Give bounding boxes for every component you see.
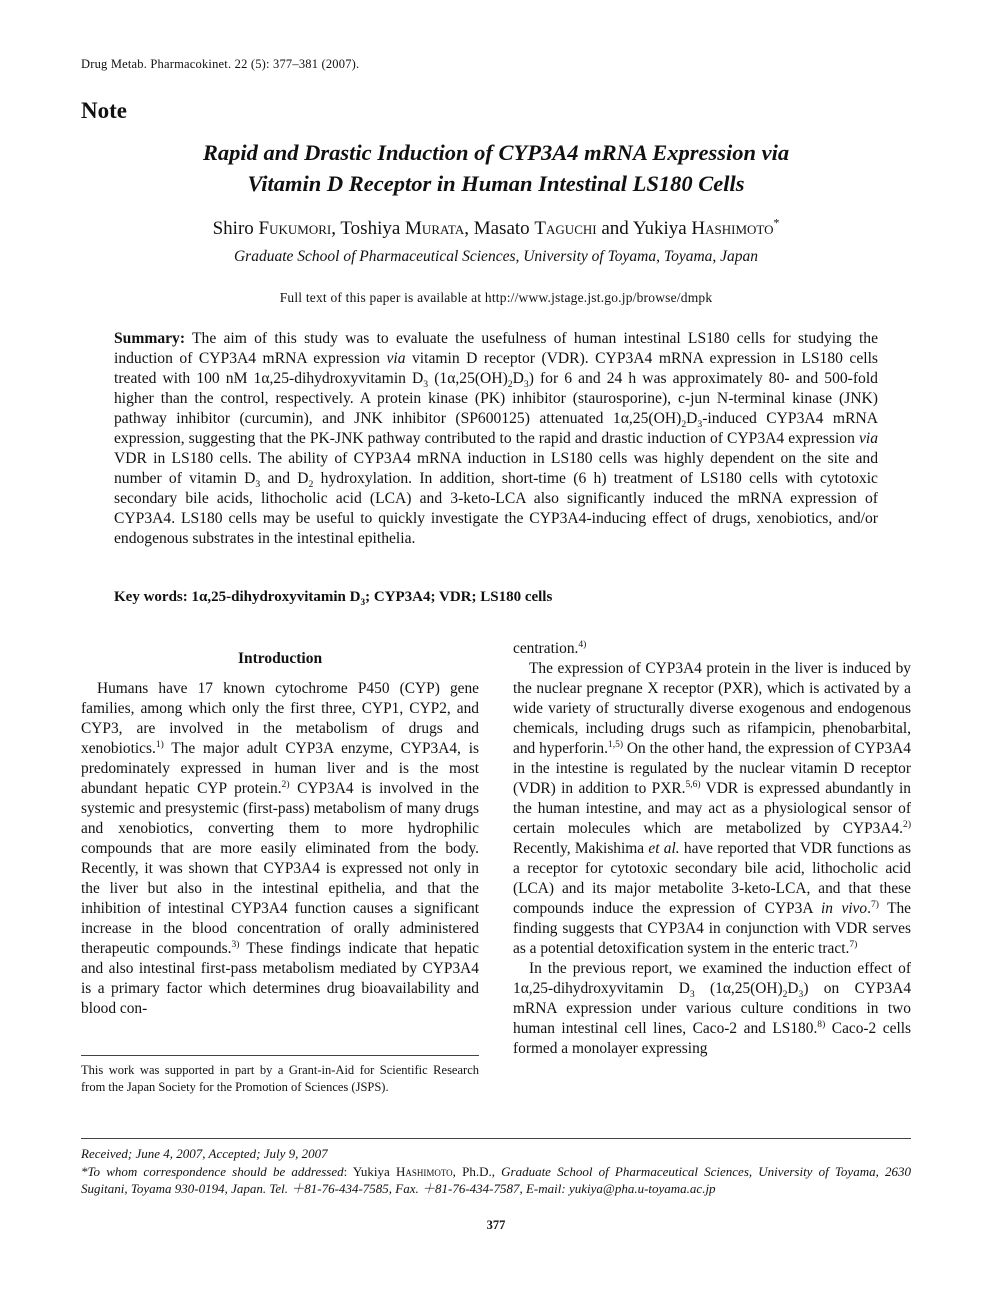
affiliation: Graduate School of Pharmaceutical Sciences, University of Toyama, Toyama, Japan	[233, 248, 759, 265]
summary-text: -induced CYP3A4 mRNA expression, suggesting that the PK-JNK pathway contributed to the rapid and drastic induction of CYP3A4 expression	[114, 410, 878, 447]
subscript: 3	[423, 379, 429, 391]
column-right	[513, 639, 911, 1059]
body-text: The major adult CYP3A enzyme, CYP3A4, is predominately expressed in human liver and is the most abundant hepatic CYP protein.	[81, 740, 479, 797]
received-accepted-dates: Received; June 4, 2007, Accepted; July 9, 2007	[81, 1146, 328, 1161]
summary-text: hydroxylation. In addition, short-time (6 h) treatment of LS180 cells with cytotoxic secondary bile acids, lithocholic acid (LCA) and 3-keto-LCA also significantly induced the mRNA expression of CYP3A4. LS180 cells may be useful to quickly investigate the CYP3A4-inducing effect of drugs, xenobiotics, and/or endogenous substrates in the intestinal epithelia.	[114, 470, 878, 547]
paragraph	[513, 659, 911, 959]
subscript: 3	[689, 989, 695, 1001]
summary-label: Summary:	[114, 330, 186, 347]
title-line-1: Rapid and Drastic Induction of CYP3A4 mRNA Expression via	[202, 140, 790, 165]
reference-mark: 2)	[281, 778, 290, 790]
summary-text: D	[686, 410, 698, 427]
footnote-text: *To whom correspondence should be addressed	[81, 1164, 344, 1179]
body-text: (1α,25(OH)	[694, 980, 783, 997]
body-text: CYP3A4 is involved in the systemic and presystemic (first-pass) metabolism of many drugs and xenobiotics, converting them to more hydrophilic compounds that are more easily eliminated from the body. Recently, it was shown that CYP3A4 is expressed not only in the liver but also in the intestinal epithelia, and that the inhibition of intestinal CYP3A4 function causes a significant increase in the blood concentration of orally administered therapeutic compounds.	[81, 780, 479, 957]
subscript: 2	[507, 379, 513, 391]
correspondence-footnote	[81, 1163, 911, 1197]
paper-title	[100, 137, 892, 199]
body-text: These findings indicate that hepatic and also intestinal first-pass metabolism mediated by CYP3A4 is a primary factor which determines drug bioavailability and blood con-	[81, 940, 479, 1017]
summary-text: The aim of this study was to evaluate the usefulness of human intestinal LS180 cells for studying the induction of CYP3A4 mRNA expression	[114, 330, 878, 367]
reference-mark: 7)	[849, 938, 858, 950]
funding-footnote: This work was supported in part by a Grant-in-Aid for Scientific Research from the Japan Society for the Promotion of Sciences (JSPS).	[81, 1063, 479, 1094]
body-text: Recently, Makishima	[513, 840, 649, 857]
subscript: 2	[681, 419, 687, 431]
summary-text: via	[386, 350, 406, 367]
footnote-text: , Ph.D.,	[452, 1164, 502, 1179]
summary-text: and D	[260, 470, 309, 487]
paragraph	[513, 959, 911, 1059]
body-text: In the previous report, we examined the induction effect of 1α,25-dihydroxyvitamin D	[513, 960, 911, 997]
article-type: Note	[81, 98, 127, 123]
footnote-divider	[81, 1055, 479, 1056]
keywords-text: Key words: 1α,25-dihydroxyvitamin D	[114, 589, 361, 605]
body-text: D	[787, 980, 799, 997]
body-text: On the other hand, the expression of CYP3A4 in the intestine is regulated by the nuclear vitamin D receptor (VDR) in addition to PXR.	[513, 740, 911, 797]
body-text: The finding suggests that CYP3A4 in conjunction with VDR serves as a potential detoxification system in the enteric tract.	[513, 900, 912, 957]
author-3-last: Taguchi	[534, 218, 597, 239]
footnote-text: Graduate School of Pharmaceutical Sciences, University of Toyama, 2630 Sugitani, Toyama 930-0194, Japan. Tel. ＋81-76-434-7585, Fax. ＋81-76-434-7587, E-mail: yukiya@pha.u-toyama.ac.jp	[81, 1164, 911, 1196]
footer-divider	[81, 1138, 911, 1139]
title-line-2: Vitamin D Receptor in Human Intestinal LS180 Cells	[247, 171, 745, 196]
subscript: 3	[255, 479, 261, 491]
reference-mark: 5,6)	[685, 778, 701, 790]
subscript: 3	[697, 419, 703, 431]
author-4-first: Yukiya	[632, 218, 692, 239]
summary-text: (1α,25(OH)	[428, 370, 508, 387]
reference-mark: 4)	[578, 638, 587, 650]
corresponding-mark: *	[773, 216, 780, 230]
author-1-last: Fukumori	[258, 218, 332, 239]
body-text: VDR is expressed abundantly in the human intestine, and may act as a physiological sensor of certain molecules which are metabolized by CYP3A4.	[513, 780, 911, 837]
body-text: Humans have 17 known cytochrome P450 (CYP) gene families, among which only the first three, CYP1, CYP2, and CYP3, are involved in the metabolism of drugs and xenobiotics.	[81, 680, 479, 757]
body-text: et al.	[648, 840, 680, 857]
author-separator: ,	[464, 218, 474, 239]
body-text: centration.	[513, 640, 579, 657]
reference-mark: 8)	[817, 1018, 826, 1030]
body-text: .	[867, 900, 871, 917]
reference-mark: 2)	[903, 818, 911, 830]
summary-text: VDR in LS180 cells. The ability of CYP3A4 mRNA induction in LS180 cells was highly dependent on the site and number of vitamin D	[114, 450, 878, 487]
keywords	[114, 589, 552, 606]
reference-mark: 3)	[231, 938, 240, 950]
paragraph	[81, 679, 479, 1019]
summary-text: ) for 6 and 24 h was approximately 80- and 500-fold higher than the control, respectively. A protein kinase (PK) inhibitor (staurosporine), c-jun N-terminal kinase (JNK) pathway inhibitor (curcumin), and JNK inhibitor (SP600125) attenuated 1α,25(OH)	[114, 370, 878, 427]
column-left	[81, 679, 479, 1019]
body-text: ) on CYP3A4 mRNA expression under various culture conditions in two human intestinal cell lines, Caco-2 and LS180.	[513, 980, 912, 1037]
page-number: 377	[486, 1218, 506, 1232]
summary	[114, 329, 878, 549]
body-text: The expression of CYP3A4 protein in the liver is induced by the nuclear pregnane X receptor (PXR), which is activated by a wide variety of structurally diverse exogenous and endogenous chemicals, including drugs such as rifampicin, phenobarbital, and hyperforin.	[513, 660, 911, 757]
author-separator: ,	[331, 218, 341, 239]
subscript: 2	[308, 479, 314, 491]
reference-mark: 7)	[870, 898, 879, 910]
author-2-first: Toshiya	[340, 218, 406, 239]
reference-mark: 1,5)	[607, 738, 624, 750]
fulltext-notice: Full text of this paper is available at http://www.jstage.jst.go.jp/browse/dmpk	[279, 290, 713, 305]
reference-mark: 1)	[155, 738, 164, 750]
summary-text: D	[512, 370, 524, 387]
summary-text: via	[858, 430, 878, 447]
journal-citation: Drug Metab. Pharmacokinet. 22 (5): 377–381 (2007).	[81, 57, 360, 71]
author-list	[100, 218, 892, 240]
body-text: in vivo	[821, 900, 868, 917]
subscript: 3	[523, 379, 529, 391]
summary-text: vitamin D receptor (VDR). CYP3A4 mRNA expression in LS180 cells treated with 100 nM 1α,25-dihydroxyvitamin D	[114, 350, 878, 387]
paragraph	[513, 639, 911, 659]
subscript: 3	[360, 598, 366, 608]
footnote-text: Hashimoto	[395, 1164, 453, 1179]
author-3-first: Masato	[473, 218, 535, 239]
subscript: 2	[782, 989, 788, 1001]
subscript: 3	[798, 989, 804, 1001]
author-4-last: Hashimoto	[691, 218, 774, 239]
keywords-text: ; CYP3A4; VDR; LS180 cells	[365, 589, 553, 605]
author-1-first: Shiro	[212, 218, 259, 239]
body-text: Caco-2 cells formed a monolayer expressing	[513, 1020, 911, 1057]
author-and: and	[596, 218, 633, 239]
footnote-text: : Yukiya	[343, 1164, 396, 1179]
body-text: have reported that VDR functions as a receptor for cytotoxic secondary bile acid, lithocholic acid (LCA) and its major metabolite 3-keto-LCA, and that these compounds induce the expression of CYP3A	[513, 840, 912, 917]
section-heading-introduction: Introduction	[237, 650, 323, 667]
author-2-last: Murata	[405, 218, 465, 239]
